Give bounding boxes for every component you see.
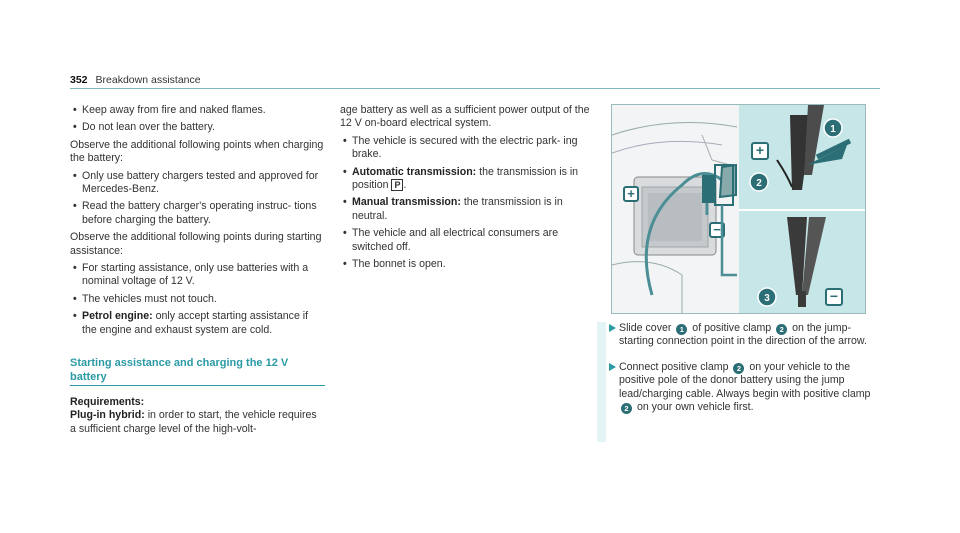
manual-transmission-label: Manual transmission: (352, 196, 461, 209)
header-divider (70, 88, 880, 89)
bullet-list-requirements (340, 135, 595, 272)
automatic-transmission-text: the transmission is in position (352, 165, 579, 192)
list-item: • The bonnet is open. (340, 258, 595, 271)
plugin-hybrid-text: in order to start, the vehicle requires a sufficient charge level of the high-volt- (70, 409, 317, 435)
bullet-list-charging (70, 170, 325, 228)
callout-2: 2 (756, 178, 762, 189)
page-number: 352 (70, 74, 88, 86)
bullet-list-fire (70, 104, 325, 135)
list-item: • For starting assistance, only use batteries with a nominal voltage of 12 V. (70, 262, 325, 289)
plus-symbol: + (627, 186, 635, 201)
plugin-hybrid-label: Plug-in hybrid: (70, 409, 145, 422)
automatic-transmission-label: Automatic transmission: (352, 165, 477, 178)
sentence-end: . (403, 179, 407, 192)
column-middle (340, 104, 595, 275)
petrol-engine-label: Petrol engine: (82, 310, 153, 323)
list-item: • The vehicle is secured with the electric park- ing brake. (340, 135, 595, 162)
engine-bay-svg (612, 105, 865, 313)
bullet-list-starting (70, 262, 325, 337)
paragraph-battery-continued: age battery as well as a sufficient power output of the 12 V on-board electrical system. (340, 104, 590, 130)
step-arrow-icon (609, 363, 616, 371)
manual-transmission-text: the transmission is in neutral. (352, 196, 563, 222)
paragraph-observe-starting: Observe the additional following points during starting assistance: (70, 231, 322, 257)
column-steps (611, 322, 873, 426)
step-text: of positive clamp (689, 322, 775, 334)
section-link-starting-assistance[interactable]: Starting assistance and charging the 12 V battery (70, 357, 325, 386)
callout-number: 1 (676, 324, 687, 335)
list-item (70, 310, 325, 337)
park-position-icon: P (391, 179, 403, 191)
callout-3: 3 (764, 293, 770, 304)
callout-number: 2 (733, 363, 744, 374)
paragraph-observe-charging: Observe the additional following points when charging the battery: (70, 138, 324, 165)
list-item (340, 166, 595, 193)
step-text: Slide cover (619, 322, 675, 334)
list-item: • Read the battery charger's operating instruc- tions before charging the battery. (70, 200, 325, 227)
petrol-engine-text: only accept starting assistance if the engine and exhaust system are cold. (82, 310, 309, 336)
list-item: • The vehicle and all electrical consumers are switched off. (340, 227, 595, 254)
step-text: on the jump-starting connection point in the direction of the arrow. (619, 322, 867, 348)
step-bar (597, 322, 606, 442)
plus-symbol: + (755, 142, 765, 158)
list-item: • The vehicles must not touch. (70, 293, 325, 306)
minus-symbol: − (829, 288, 839, 304)
list-item: • Do not lean over the battery. (70, 121, 325, 134)
callout-number: 2 (621, 403, 632, 414)
paragraph-plugin-hybrid (70, 409, 325, 436)
callout-number: 2 (776, 324, 787, 335)
callout-1: 1 (830, 124, 836, 135)
step-text: on your vehicle to the positive pole of the donor battery using the jump lead/charging cable. Always begin with positive clamp (619, 360, 871, 400)
step-text: on your own vehicle first. (634, 401, 754, 414)
step-arrow-icon (609, 324, 616, 332)
list-item: • Only use battery chargers tested and approved for Mercedes-Benz. (70, 170, 325, 197)
column-left (70, 104, 325, 440)
requirements-heading: Requirements: (70, 395, 145, 408)
step-2 (611, 361, 873, 415)
minus-symbol: − (713, 222, 721, 237)
step-1 (611, 322, 873, 349)
list-item (340, 196, 595, 223)
list-item: • Keep away from fire and naked flames. (70, 104, 325, 117)
page-header (70, 74, 201, 86)
step-text: Connect positive clamp (619, 360, 732, 373)
section-title: Breakdown assistance (95, 74, 201, 86)
engine-bay-illustration (611, 104, 866, 314)
